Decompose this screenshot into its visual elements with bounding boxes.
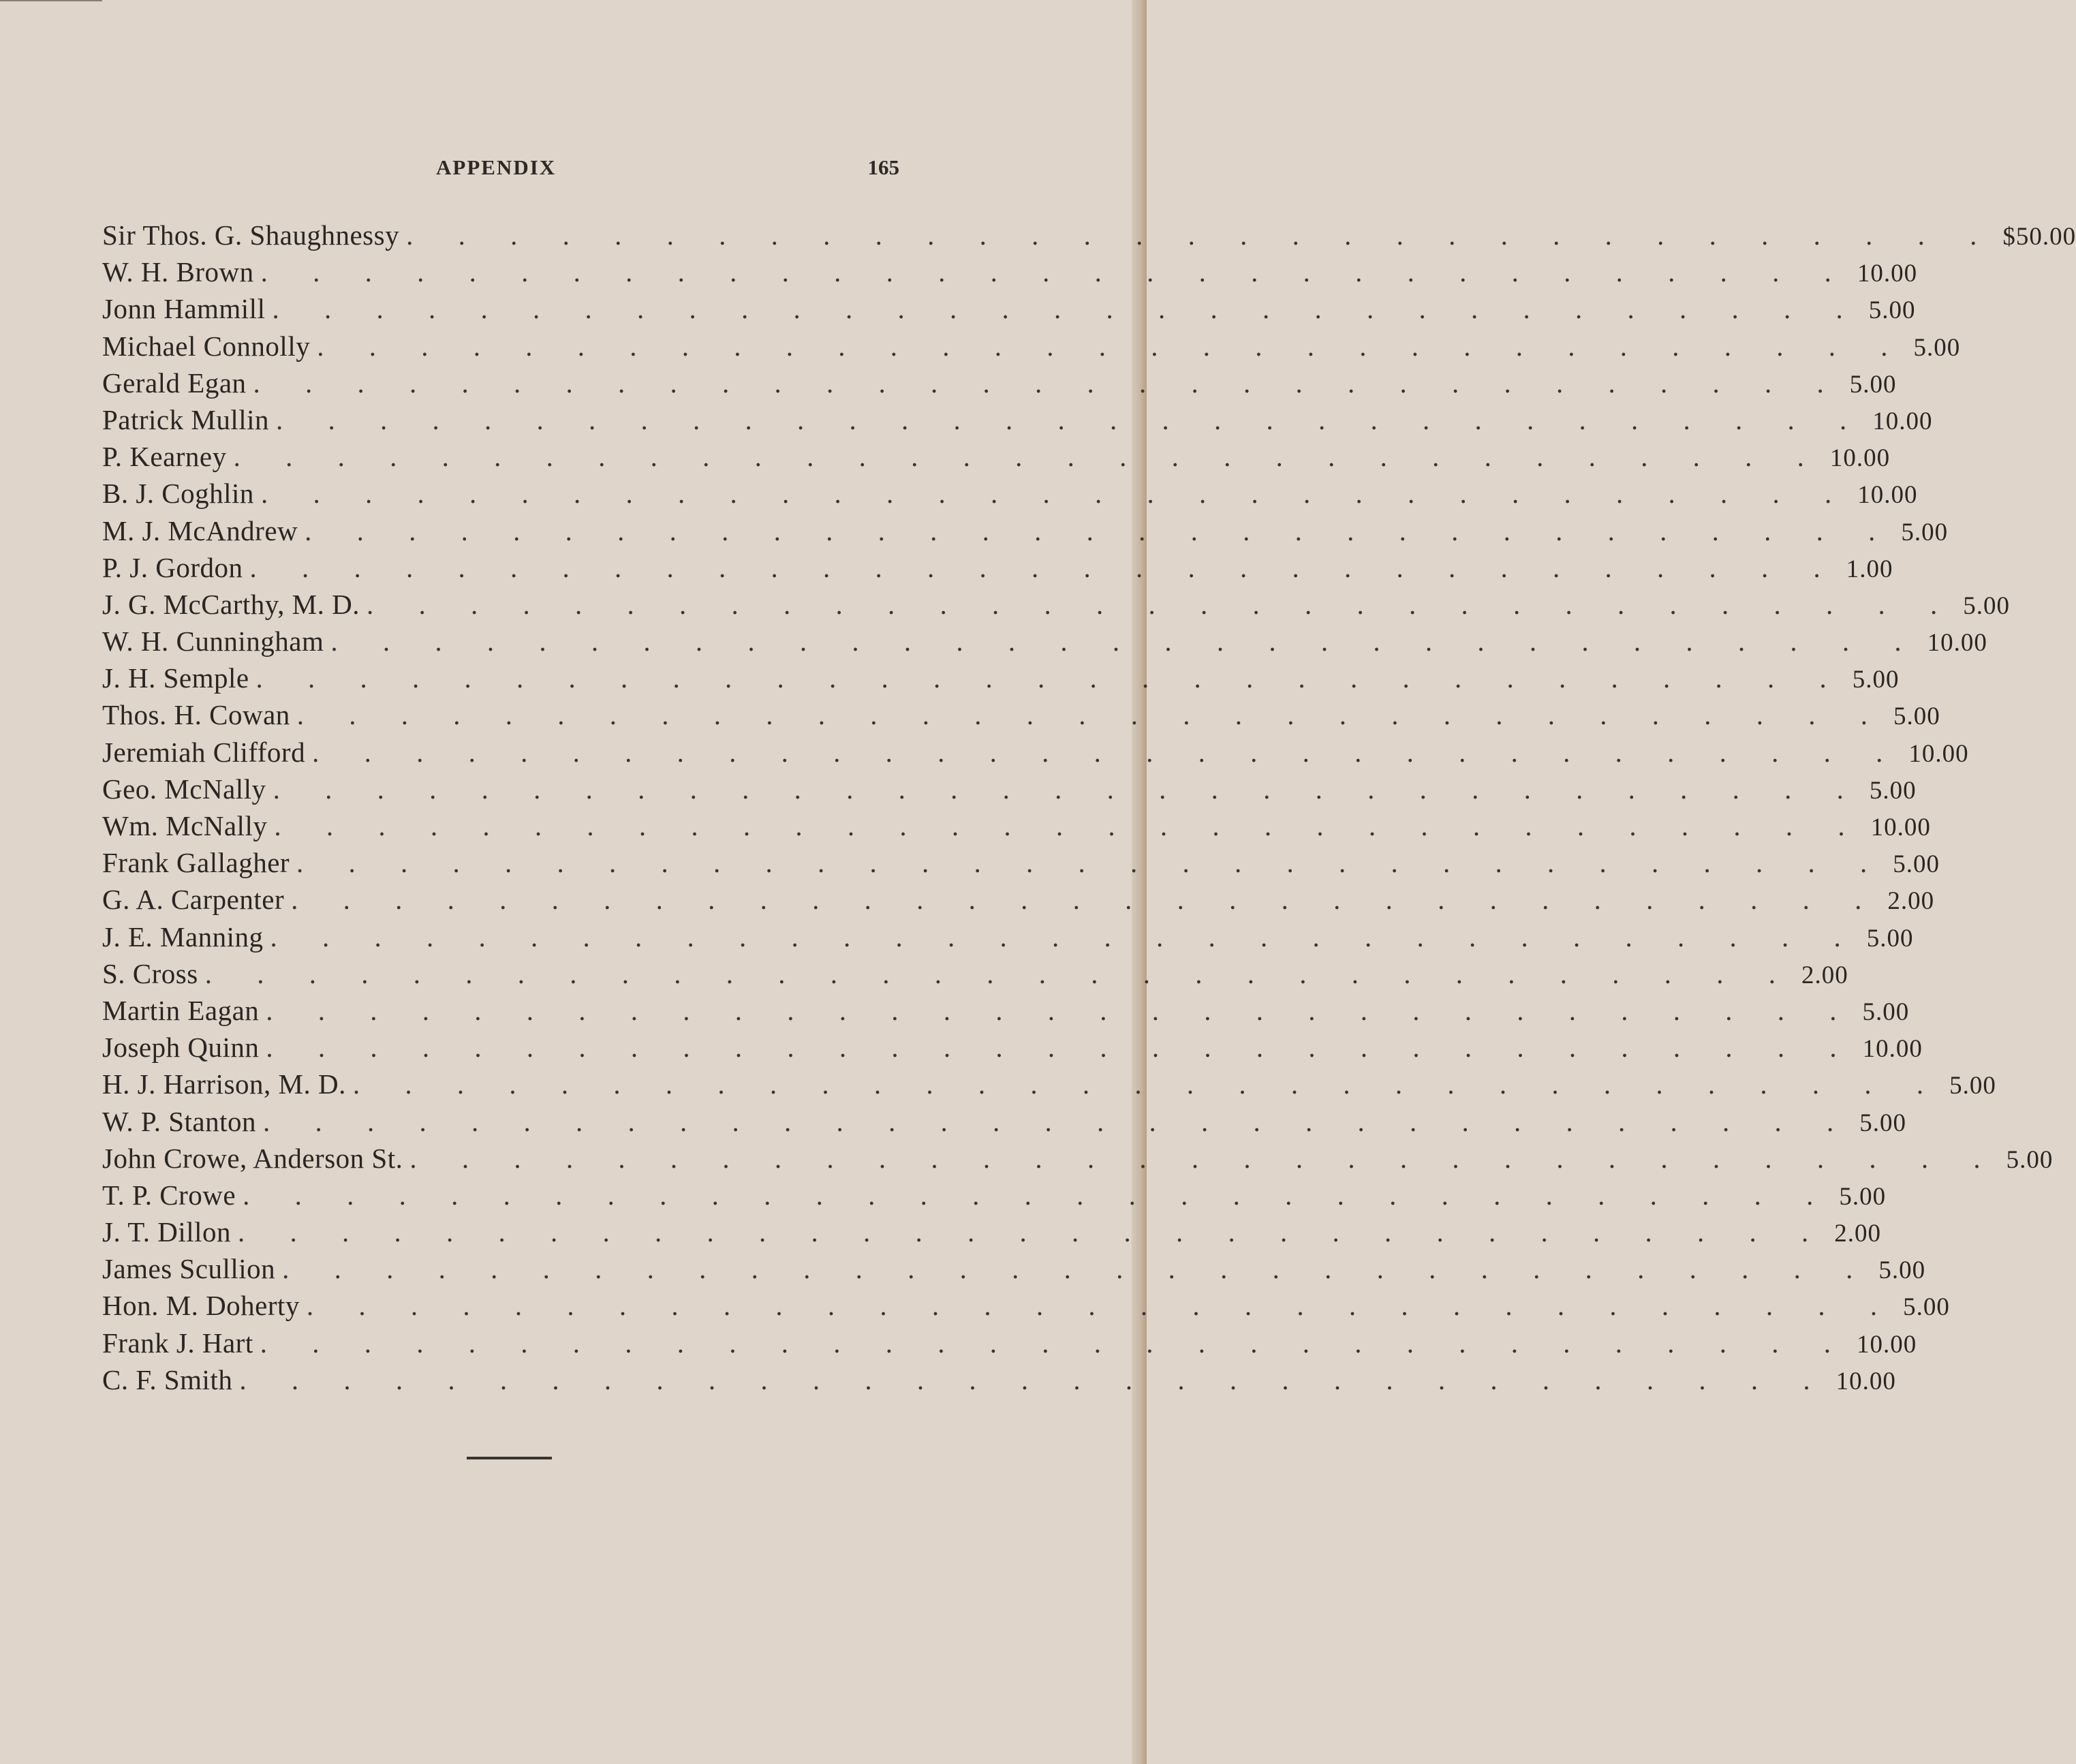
list-item: [102, 475, 1918, 512]
contributor-name: Thos. H. Cowan: [102, 699, 290, 731]
dot-leader: . . . . . . . . . . . . . . . . . . . . . . . . . . . . . . .: [262, 1105, 1853, 1137]
dot-leader: . . . . . . . . . . . . . . . . . . . . . . . . . . . . . . .: [366, 588, 1957, 620]
contributor-name: John Crowe, Anderson St.: [102, 1142, 403, 1174]
list-item: [102, 365, 1897, 401]
contributor-name: G. A. Carpenter: [102, 884, 285, 916]
list-item: [102, 1213, 1881, 1250]
contributor-name: Patrick Mullin: [102, 403, 270, 435]
contributor-name: W. H. Brown: [102, 256, 254, 288]
dot-leader: . . . . . . . . . . . . . . . . . . . . . . . . . . . . . . .: [239, 1363, 1829, 1395]
list-item: [102, 1177, 1887, 1213]
list-item: [102, 290, 1916, 327]
dot-leader: . . . . . . . . . . . . . . . . . . . . . . . . . . . . . . .: [296, 699, 1887, 731]
contributor-name: Sir Thos. G. Shaughnessy: [102, 219, 400, 251]
list-item: [102, 955, 1848, 992]
list-item: [102, 328, 1961, 365]
dot-leader: . . . . . . . . . . . . . . . . . . . . . . . . . . . . . . .: [260, 256, 1850, 288]
page-header-title: APPENDIX: [436, 155, 557, 179]
dot-leader: . . . . . . . . . . . . . . . . . . . . . . . . . . . . . . .: [204, 957, 1795, 989]
list-item: [102, 549, 1893, 586]
page-number: 165: [867, 155, 899, 179]
contribution-amount: 5.00: [1839, 1182, 1887, 1211]
contributor-name: Wm. McNally: [102, 810, 268, 841]
dot-leader: . . . . . . . . . . . . . . . . . . . . . . . . . . . . . . .: [409, 1142, 2000, 1174]
dot-leader: . . . . . . . . . . . . . . . . . . . . . . . . . . . . . . .: [266, 1032, 1856, 1064]
list-item: [102, 992, 1910, 1029]
contribution-amount: 5.00: [1866, 924, 1914, 953]
contributor-name: H. J. Harrison, M. D.: [102, 1068, 346, 1100]
dot-leader: . . . . . . . . . . . . . . . . . . . . . . . . . . . . . . .: [406, 219, 1996, 251]
list-item: [102, 844, 1940, 881]
dot-leader: . . . . . . . . . . . . . . . . . . . . . . . . . . . . . . .: [330, 625, 1921, 657]
list-item: [102, 512, 1949, 549]
list-item: [102, 881, 1935, 918]
list-item: [102, 771, 1917, 807]
contribution-amount: 5.00: [1869, 776, 1917, 805]
list-item: [102, 918, 1914, 955]
contributor-name: C. F. Smith: [102, 1363, 233, 1395]
contribution-amount: 10.00: [1835, 1367, 1896, 1395]
contributor-name: Jonn Hammill: [102, 293, 266, 325]
contributor-name: P. J. Gordon: [102, 551, 243, 583]
contribution-amount: 1.00: [1846, 555, 1893, 583]
list-item: [102, 1325, 1917, 1361]
list-item: [102, 734, 1969, 771]
list-item: [102, 623, 1987, 660]
list-item: [102, 1103, 1906, 1140]
dot-leader: . . . . . . . . . . . . . . . . . . . . . . . . . . . . . . .: [272, 293, 1862, 325]
contribution-amount: 10.00: [1856, 1330, 1917, 1359]
dot-leader: . . . . . . . . . . . . . . . . . . . . . . . . . . . . . . .: [306, 1290, 1897, 1322]
dot-leader: . . . . . . . . . . . . . . . . . . . . . . . . . . . . . . .: [274, 810, 1864, 841]
dot-leader: . . . . . . . . . . . . . . . . . . . . . . . . . . . . . . .: [260, 1327, 1850, 1359]
contributor-name: Frank Gallagher: [102, 847, 290, 879]
contribution-amount: 5.00: [1862, 997, 1910, 1026]
list-item: [102, 660, 1900, 696]
contribution-amount: 5.00: [1913, 333, 1961, 362]
contribution-amount: 10.00: [1870, 814, 1931, 841]
contribution-amount: 5.00: [1852, 666, 1900, 694]
dot-leader: . . . . . . . . . . . . . . . . . . . . . . . . . . . . . . .: [243, 1179, 1833, 1211]
list-item: [102, 401, 1933, 438]
contributor-name: Michael Connolly: [102, 330, 311, 362]
list-item: [102, 217, 2076, 253]
dot-leader: . . . . . . . . . . . . . . . . . . . . . . . . . . . . . . .: [276, 403, 1866, 435]
contribution-amount: 5.00: [1868, 296, 1916, 325]
list-item: [102, 1250, 1926, 1287]
closing-rule: [467, 1457, 552, 1459]
dot-leader: . . . . . . . . . . . . . . . . . . . . . . . . . . . . . . .: [312, 736, 1902, 768]
list-item: [102, 696, 1940, 733]
contribution-amount: 5.00: [1849, 370, 1897, 399]
running-head: [102, 155, 899, 183]
contribution-amount: 5.00: [1893, 850, 1940, 879]
contributor-name: M. J. McAndrew: [102, 514, 298, 546]
list-item: [102, 807, 1931, 844]
contribution-amount: 10.00: [1857, 260, 1918, 288]
dot-leader: . . . . . . . . . . . . . . . . . . . . . . . . . . . . . . .: [238, 1216, 1828, 1248]
dot-leader: . . . . . . . . . . . . . . . . . . . . . . . . . . . . . . .: [233, 441, 1823, 473]
dot-leader: . . . . . . . . . . . . . . . . . . . . . . . . . . . . . . .: [255, 662, 1846, 694]
contributor-name: W. P. Stanton: [102, 1105, 256, 1137]
contributor-name: P. Kearney: [102, 441, 227, 473]
contributor-name: Jeremiah Clifford: [102, 736, 306, 768]
contribution-amount: 5.00: [1901, 518, 1949, 546]
dot-leader: . . . . . . . . . . . . . . . . . . . . . . . . . . . . . . .: [296, 847, 1887, 879]
dot-leader: . . . . . . . . . . . . . . . . . . . . . . . . . . . . . . .: [291, 884, 1881, 916]
contribution-amount: 10.00: [1872, 407, 1933, 435]
contributor-name: J. E. Manning: [102, 920, 264, 953]
list-item: [102, 438, 1891, 475]
list-item: [102, 1287, 1950, 1324]
top-edge-rule: [0, 0, 102, 1]
contributor-name: S. Cross: [102, 957, 198, 989]
list-item: [102, 1361, 1896, 1398]
contributor-name: Martin Eagan: [102, 994, 260, 1026]
contributor-name: J. H. Semple: [102, 662, 249, 694]
dot-leader: . . . . . . . . . . . . . . . . . . . . . . . . . . . . . . .: [352, 1068, 1943, 1100]
dot-leader: . . . . . . . . . . . . . . . . . . . . . . . . . . . . . . .: [282, 1253, 1872, 1285]
contributor-name: W. H. Cunningham: [102, 625, 324, 657]
dot-leader: . . . . . . . . . . . . . . . . . . . . . . . . . . . . . . .: [305, 514, 1895, 546]
contributor-name: T. P. Crowe: [102, 1179, 236, 1211]
contribution-amount: 2.00: [1887, 887, 1935, 916]
dot-leader: . . . . . . . . . . . . . . . . . . . . . . . . . . . . . . .: [317, 330, 1907, 362]
contribution-amount: 2.00: [1801, 961, 1848, 989]
contribution-list: [102, 217, 2076, 1398]
contribution-amount: 10.00: [1829, 444, 1891, 473]
list-item: [102, 586, 2010, 623]
contribution-amount: 10.00: [1862, 1035, 1923, 1064]
contribution-amount: 5.00: [1963, 591, 2010, 620]
list-item: [102, 1066, 1996, 1102]
contributor-name: J. G. McCarthy, M. D.: [102, 588, 360, 620]
contribution-amount: 5.00: [2006, 1145, 2054, 1174]
contribution-amount: $50.00: [2002, 223, 2076, 251]
list-item: [102, 1140, 2054, 1177]
list-item: [102, 1029, 1923, 1066]
contributor-name: Geo. McNally: [102, 773, 266, 805]
dot-leader: . . . . . . . . . . . . . . . . . . . . . . . . . . . . . . .: [253, 367, 1843, 399]
contribution-amount: 5.00: [1949, 1072, 1996, 1100]
contribution-amount: 5.00: [1859, 1109, 1906, 1137]
dot-leader: . . . . . . . . . . . . . . . . . . . . . . . . . . . . . . .: [273, 773, 1863, 805]
contribution-amount: 10.00: [1927, 629, 1987, 657]
dot-leader: . . . . . . . . . . . . . . . . . . . . . . . . . . . . . . .: [266, 994, 1856, 1026]
dot-leader: . . . . . . . . . . . . . . . . . . . . . . . . . . . . . . .: [270, 920, 1860, 953]
contributor-name: B. J. Coghlin: [102, 478, 254, 510]
contributor-name: Frank J. Hart: [102, 1327, 253, 1359]
contribution-amount: 5.00: [1893, 702, 1940, 731]
contributor-name: Gerald Egan: [102, 367, 247, 399]
contributor-name: J. T. Dillon: [102, 1216, 231, 1248]
contributor-name: Joseph Quinn: [102, 1032, 260, 1064]
contributor-name: James Scullion: [102, 1253, 276, 1285]
list-item: [102, 253, 1918, 290]
contribution-amount: 10.00: [1857, 481, 1918, 510]
dot-leader: . . . . . . . . . . . . . . . . . . . . . . . . . . . . . . .: [249, 551, 1840, 583]
contributor-name: Hon. M. Doherty: [102, 1290, 300, 1322]
contribution-amount: 5.00: [1903, 1293, 1950, 1322]
contribution-amount: 2.00: [1834, 1220, 1881, 1248]
dot-leader: . . . . . . . . . . . . . . . . . . . . . . . . . . . . . . .: [260, 478, 1851, 510]
contribution-amount: 10.00: [1908, 739, 1969, 768]
contribution-amount: 5.00: [1878, 1256, 1926, 1285]
